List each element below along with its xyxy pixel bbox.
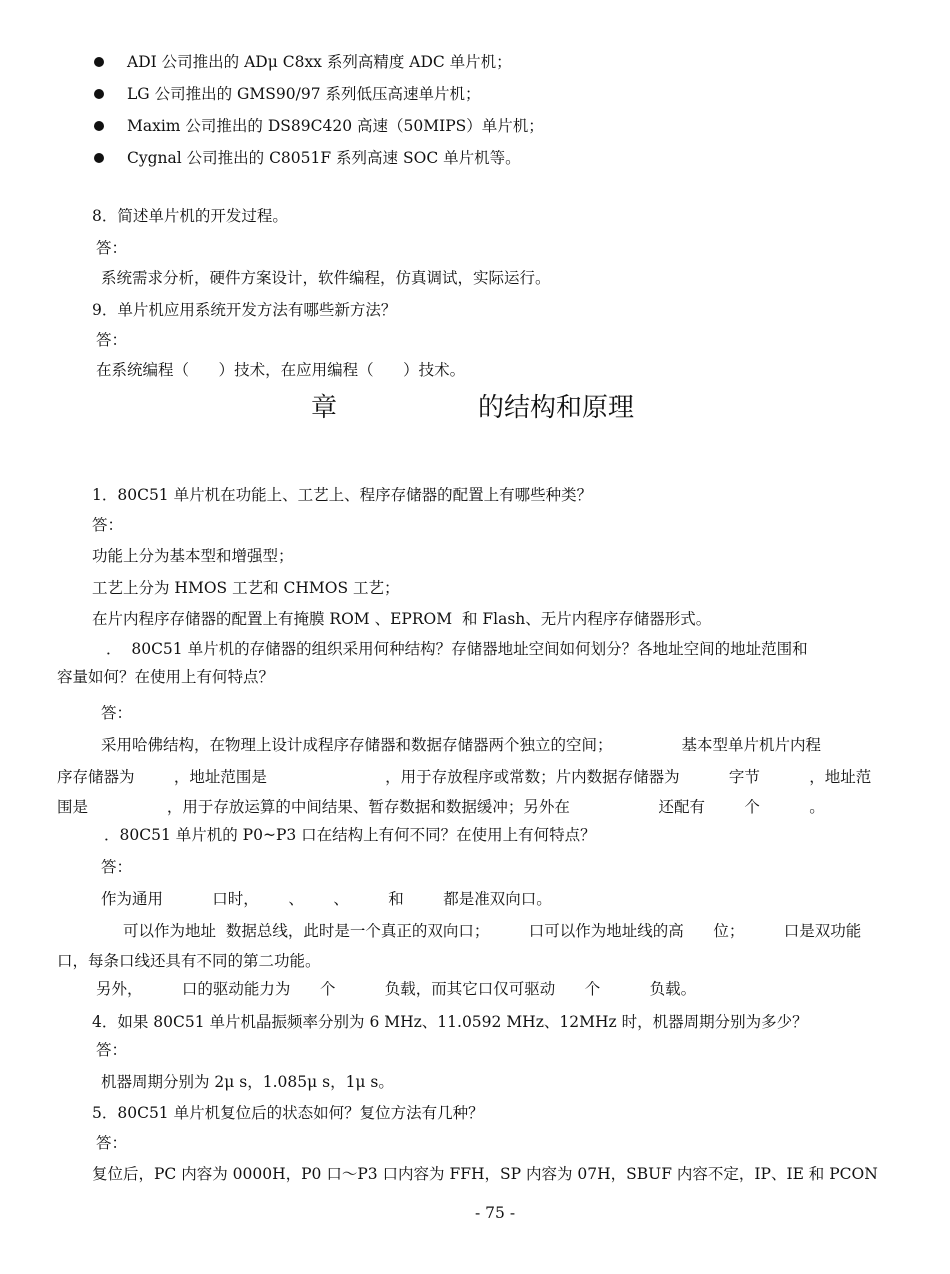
answer-1-line: 工艺上分为 HMOS 工艺和 CHMOS 工艺； <box>92 579 400 597</box>
chapter-heading-title: 的结构和原理 <box>478 393 635 423</box>
answer-1-line: 功能上分为基本型和增强型； <box>92 547 294 565</box>
answer-1-line: 在片内程序存储器的配置上有掩膜 ROM 、EPROM 和 Flash、无片内程序存储器形式。 <box>92 610 712 628</box>
answer-label: 答： <box>96 1041 128 1059</box>
question-5: 5．80C51 单片机复位后的状态如何？复位方法有几种？ <box>92 1104 484 1122</box>
answer-4-text: 机器周期分别为 2μ s，1.085μ s，1μ s。 <box>101 1073 394 1091</box>
answer-label: 答： <box>92 516 124 534</box>
bullet-dot <box>94 153 104 163</box>
bullet-item: Maxim 公司推出的 DS89C420 高速（50MIPS）单片机； <box>127 117 544 135</box>
answer-label: 答： <box>96 239 128 257</box>
bullet-item: LG 公司推出的 GMS90/97 系列低压高速单片机； <box>127 85 481 103</box>
answer-3-line: 作为通用 口时， 、 、 和 都是准双向口。 <box>101 890 552 908</box>
bullet-dot <box>94 57 104 67</box>
answer-label: 答： <box>101 858 133 876</box>
answer-3-line: 可以作为地址 数据总线，此时是一个真正的双向口； 口可以作为地址线的高 位； 口是双功能 <box>123 922 862 940</box>
answer-label: 答： <box>96 1134 128 1152</box>
question-8: 8．简述单片机的开发过程。 <box>92 207 288 225</box>
question-1: 1．80C51 单片机在功能上、工艺上、程序存储器的配置上有哪些种类？ <box>92 486 593 504</box>
bullet-item: ADI 公司推出的 ADμ C8xx 系列高精度 ADC 单片机； <box>127 53 512 71</box>
answer-2-line: 序存储器为 ，地址范围是 ，用于存放程序或常数；片内数据存储器为 字节 ，地址范 <box>57 768 872 786</box>
bullet-dot <box>94 121 104 131</box>
answer-2-line: 采用哈佛结构，在物理上设计成程序存储器和数据存储器两个独立的空间； 基本型单片机片内程 <box>101 736 821 754</box>
bullet-item: Cygnal 公司推出的 C8051F 系列高速 SOC 单片机等。 <box>127 149 521 167</box>
answer-label: 答： <box>101 704 133 722</box>
answer-3-line: 另外， 口的驱动能力为 个 负载，而其它口仅可驱动 个 负载。 <box>96 980 697 998</box>
answer-2-line: 围是 ，用于存放运算的中间结果、暂存数据和数据缓冲；另外在 还配有 个 。 <box>57 798 825 816</box>
answer-9-text: 在系统编程（ ）技术，在应用编程（ ）技术。 <box>96 361 466 379</box>
question-2-line: ． 80C51 单片机的存储器的组织采用何种结构？存储器地址空间如何划分？各地址空间的地址范围和 <box>106 640 808 658</box>
question-2-line: 容量如何？在使用上有何特点？ <box>57 668 275 686</box>
answer-label: 答： <box>96 331 128 349</box>
question-9: 9．单片机应用系统开发方法有哪些新方法？ <box>92 301 397 319</box>
answer-3-line: 口，每条口线还具有不同的第二功能。 <box>57 952 321 970</box>
bullet-dot <box>94 89 104 99</box>
page-number: - 75 - <box>475 1204 516 1222</box>
chapter-heading-prefix: 章 <box>311 393 338 423</box>
answer-5-text: 复位后，PC 内容为 0000H，P0 口～P3 口内容为 FFH，SP 内容为 07H，SBUF 内容不定，IP、IE 和 PCON <box>92 1165 878 1183</box>
question-4: 4．如果 80C51 单片机晶振频率分别为 6 MHz、11.0592 MHz、12MHz 时，机器周期分别为多少？ <box>92 1013 808 1031</box>
question-3: ．80C51 单片机的 P0~P3 口在结构上有何不同？在使用上有何特点？ <box>104 826 596 844</box>
answer-8-text: 系统需求分析，硬件方案设计，软件编程，仿真调试，实际运行。 <box>101 269 551 287</box>
